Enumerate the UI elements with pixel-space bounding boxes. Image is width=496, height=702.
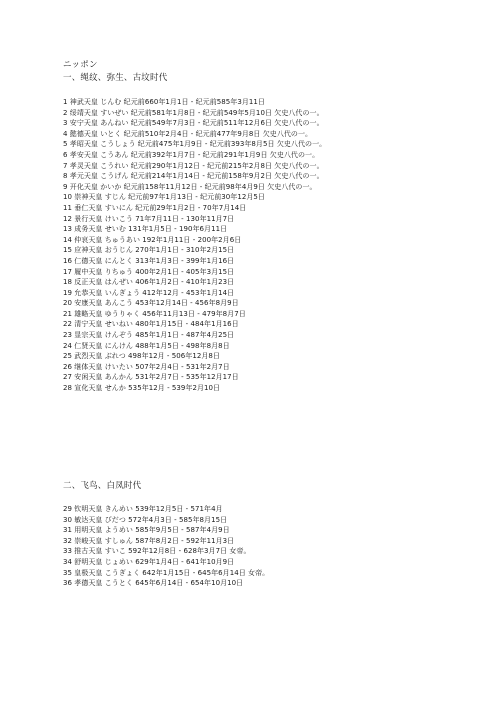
section-heading-asuka-hakuho: 二、飞鸟、白凤时代	[63, 481, 142, 491]
emperor-entry: 20 安康天皇 あんこう 453年12月14日 - 456年8月9日	[63, 299, 239, 308]
emperor-entry: 26 继体天皇 けいたい 507年2月4日 - 531年2月7日	[63, 362, 230, 371]
emperor-entry: 31 用明天皇 ようめい 585年9月5日 - 587年4月9日	[63, 526, 230, 535]
section-heading-jomon-yayoi-kofun: 一、绳纹、弥生、古坟时代	[63, 73, 168, 83]
emperor-entry: 30 敏达天皇 びだつ 572年4月3日 - 585年8月15日	[63, 515, 228, 524]
emperor-entry: 15 应神天皇 おうじん 270年1月1日 - 310年2月15日	[63, 246, 235, 255]
emperor-entry: 11 垂仁天皇 すいにん 纪元前29年1月2日 - 70年7月14日	[63, 203, 247, 212]
emperor-entry: 8 孝元天皇 こうげん 纪元前214年1月14日 - 纪元前158年9月2日 欠史八代の一。	[63, 172, 324, 181]
emperor-entry: 6 孝安天皇 こうあん 纪元前392年1月7日 - 纪元前291年1月9日 欠史八代の一。	[63, 150, 320, 159]
emperor-entry: 17 履中天皇 りちゅう 400年2月1日 - 405年3月15日	[63, 267, 235, 276]
emperor-entry: 21 雄略天皇 ゆうりゃく 456年11月13日 - 479年8月7日	[63, 309, 246, 318]
emperor-entry: 33 推古天皇 すいこ 592年12月8日 - 628年3月7日 女帝。	[63, 547, 251, 556]
emperor-entry: 25 武烈天皇 ぶれつ 498年12月 - 506年12月8日	[63, 352, 220, 361]
emperor-entry: 9 开化天皇 かいか 纪元前158年11月12日 - 纪元前98年4月9日 欠史八代の一。	[63, 182, 317, 191]
emperor-entry: 34 舒明天皇 じょめい 629年1月4日 - 641年10月9日	[63, 557, 235, 566]
emperor-entry: 36 孝德天皇 こうとく 645年6月14日 - 654年10月10日	[63, 579, 244, 588]
emperor-entry: 5 孝昭天皇 こうしょう 纪元前475年1月9日 - 纪元前393年8月5日 欠史八代の一。	[63, 140, 327, 149]
emperor-entry: 7 孝灵天皇 こうれい 纪元前290年1月12日 - 纪元前215年2月8日 欠史八代の一。	[63, 161, 324, 170]
emperor-list-jomon-yayoi-kofun	[63, 97, 326, 394]
emperor-entry: 27 安闲天皇 あんかん 531年2月7日 - 535年12月17日	[63, 373, 239, 382]
emperor-entry: 1 神武天皇 じんむ 纪元前660年1月1日 - 纪元前585年3月11日	[63, 98, 265, 106]
emperor-entry: 2 绥靖天皇 すいぜい 纪元前581年1月8日 - 纪元前549年5月10日 欠史八代の一。	[63, 108, 324, 117]
emperor-entry: 13 成务天皇 せいむ 131年1月5日 - 190年6月11日	[63, 225, 228, 234]
emperor-entry: 19 允恭天皇 いんぎょう 412年12月 - 453年1月14日	[63, 288, 235, 297]
emperor-entry: 23 显宗天皇 けんぞう 485年1月1日 - 487年4月25日	[63, 331, 235, 340]
emperor-entry: 12 景行天皇 けいこう 71年7月11日 - 130年11月7日	[63, 214, 235, 223]
emperor-entry: 29 钦明天皇 きんめい 539年12月5日 - 571年4月	[63, 505, 223, 513]
emperor-entry: 28 宣化天皇 せんか 535年12月 - 539年2月10日	[63, 384, 221, 393]
emperor-entry: 4 懿德天皇 いとく 纪元前510年2月4日 - 纪元前477年9月8日 欠史八代の一。	[63, 129, 313, 138]
emperor-entry: 10 崇神天皇 すじん 纪元前97年1月13日 - 纪元前30年12月5日	[63, 193, 265, 202]
emperor-entry: 22 清宁天皇 せいねい 480年1月15日 - 484年1月16日	[63, 320, 239, 329]
emperor-entry: 32 崇峻天皇 すしゅん 587年8月2日 - 592年11月3日	[63, 536, 235, 545]
emperor-entry: 14 仲哀天皇 ちゅうあい 192年1月11日 - 200年2月6日	[63, 235, 242, 244]
emperor-entry: 18 反正天皇 はんぜい 406年1月2日 - 410年1月23日	[63, 278, 235, 287]
document-title: ニッポン	[63, 60, 98, 70]
emperor-entry: 3 安宁天皇 あんねい 纪元前549年7月3日 - 纪元前511年12月6日 欠史八代の一。	[63, 119, 324, 128]
emperor-entry: 16 仁德天皇 にんとく 313年1月3日 - 399年1月16日	[63, 256, 235, 265]
emperor-entry: 35 皇极天皇 こうぎょく 642年1月15日 - 645年6月14日 女帝。	[63, 568, 270, 577]
emperor-list-asuka-hakuho	[63, 504, 269, 589]
emperor-entry: 24 仁贤天皇 にんけん 488年1月5日 - 498年8月8日	[63, 341, 230, 350]
